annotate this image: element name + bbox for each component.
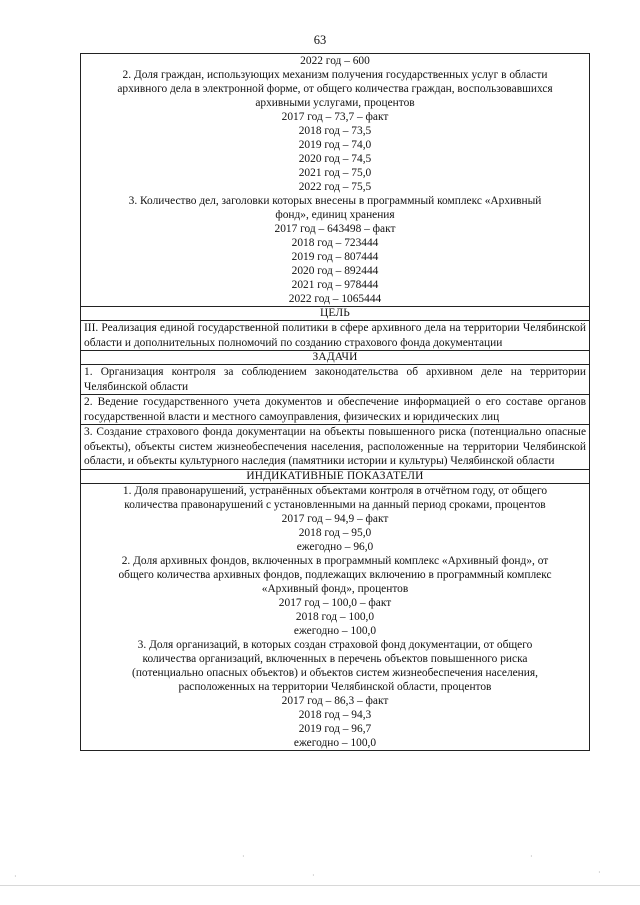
text-line: 2019 год – 74,0 xyxy=(298,139,372,151)
text-line: 2022 год – 1065444 xyxy=(288,293,382,305)
text-line: общего количества архивных фондов, подлежащих включению в программный комплекс xyxy=(118,568,552,581)
text-line: 3. Количество дел, заголовки которых внесены в программный комплекс «Архивный xyxy=(128,195,542,207)
text-line: ежегодно – 100,0 xyxy=(293,736,377,749)
page-number: 63 xyxy=(313,33,327,47)
text-line: количества правонарушений с установленными на данный период сроками, процентов xyxy=(124,498,546,511)
text-line: 2020 год – 892444 xyxy=(291,265,379,277)
scan-speck: · xyxy=(598,868,601,877)
text-line: фонд», единиц хранения xyxy=(275,209,395,221)
goal-heading: ЦЕЛЬ xyxy=(81,306,589,320)
text-line: 2018 год – 95,0 xyxy=(298,526,372,539)
task-item: 1. Организация контроля за соблюдением законодательства об архивном деле на территории Челябинской области xyxy=(81,364,589,394)
text-line: 2017 год – 643498 – факт xyxy=(274,223,396,235)
scan-edge-line xyxy=(0,885,640,886)
scan-speck: · xyxy=(312,871,315,880)
text-line: 2. Доля архивных фондов, включенных в программный комплекс «Архивный фонд», от xyxy=(121,554,549,567)
text-line: расположенных на территории Челябинской области, процентов xyxy=(178,680,492,693)
text-line: 2022 год – 600 xyxy=(300,55,370,67)
text-line: 2018 год – 723444 xyxy=(291,237,379,249)
tasks-heading: ЗАДАЧИ xyxy=(81,350,589,364)
text-line: 3. Доля организаций, в которых создан страховой фонд документации, от общего xyxy=(137,638,533,651)
text-line: количества организаций, включенных в перечень объектов повышенного риска xyxy=(142,652,528,665)
text-line: 2018 год – 73,5 xyxy=(298,125,372,137)
goal-text: III. Реализация единой государственной политики в сфере архивного дела на территории Челябинской области и дополнительных полномочий по созданию страхового фонда документации xyxy=(81,320,589,350)
text-line: 2017 год – 94,9 – факт xyxy=(281,512,389,525)
indicators-heading: ИНДИКАТИВНЫЕ ПОКАЗАТЕЛИ xyxy=(81,469,589,483)
task-item: 2. Ведение государственного учета документов и обеспечение информацией о его составе органов государственной власти и местного самоуправления, физических и юридических лиц xyxy=(81,394,589,424)
program-table xyxy=(80,53,590,751)
text-line: 2019 год – 807444 xyxy=(291,251,379,263)
text-line: 2017 год – 73,7 – факт xyxy=(281,111,389,123)
indicators-cell xyxy=(81,483,589,750)
text-line: 2021 год – 978444 xyxy=(291,279,379,291)
text-line: 1. Доля правонарушений, устранённых объектами контроля в отчётном году, от общего xyxy=(122,484,548,497)
text-line: ежегодно – 100,0 xyxy=(293,624,377,637)
text-line: (потенциально опасных объектов) и объектов систем жизнеобеспечения населения, xyxy=(132,666,538,679)
task-item: 3. Создание страхового фонда документации на объекты повышенного риска (потенциально опасные объекты), объекты систем жизнеобеспечения населения, расположенные на территории Челябинской области, и объекты культурного наследия (памятники истории и культуры) Челябинской области xyxy=(81,424,589,469)
text-line: архивного дела в электронной форме, от общего количества граждан, воспользовавшихся xyxy=(117,83,553,95)
text-line: 2017 год – 86,3 – факт xyxy=(281,694,389,707)
text-line: 2022 год – 75,5 xyxy=(298,181,372,193)
text-line: 2. Доля граждан, использующих механизм получения государственных услуг в области xyxy=(122,69,548,81)
text-line: 2017 год – 100,0 – факт xyxy=(278,596,392,609)
scan-speck: · xyxy=(14,872,17,881)
text-line: ежегодно – 96,0 xyxy=(296,540,374,553)
text-line: 2018 год – 100,0 xyxy=(295,610,375,623)
text-line: архивными услугами, процентов xyxy=(255,97,415,109)
text-line: 2020 год – 74,5 xyxy=(298,153,372,165)
text-line: 2018 год – 94,3 xyxy=(298,708,372,721)
indicators-continued-cell xyxy=(81,54,589,306)
scan-speck: · xyxy=(530,852,533,861)
scan-speck: · xyxy=(242,852,245,861)
text-line: 2019 год – 96,7 xyxy=(298,722,372,735)
text-line: «Архивный фонд», процентов xyxy=(261,582,409,595)
text-line: 2021 год – 75,0 xyxy=(298,167,372,179)
